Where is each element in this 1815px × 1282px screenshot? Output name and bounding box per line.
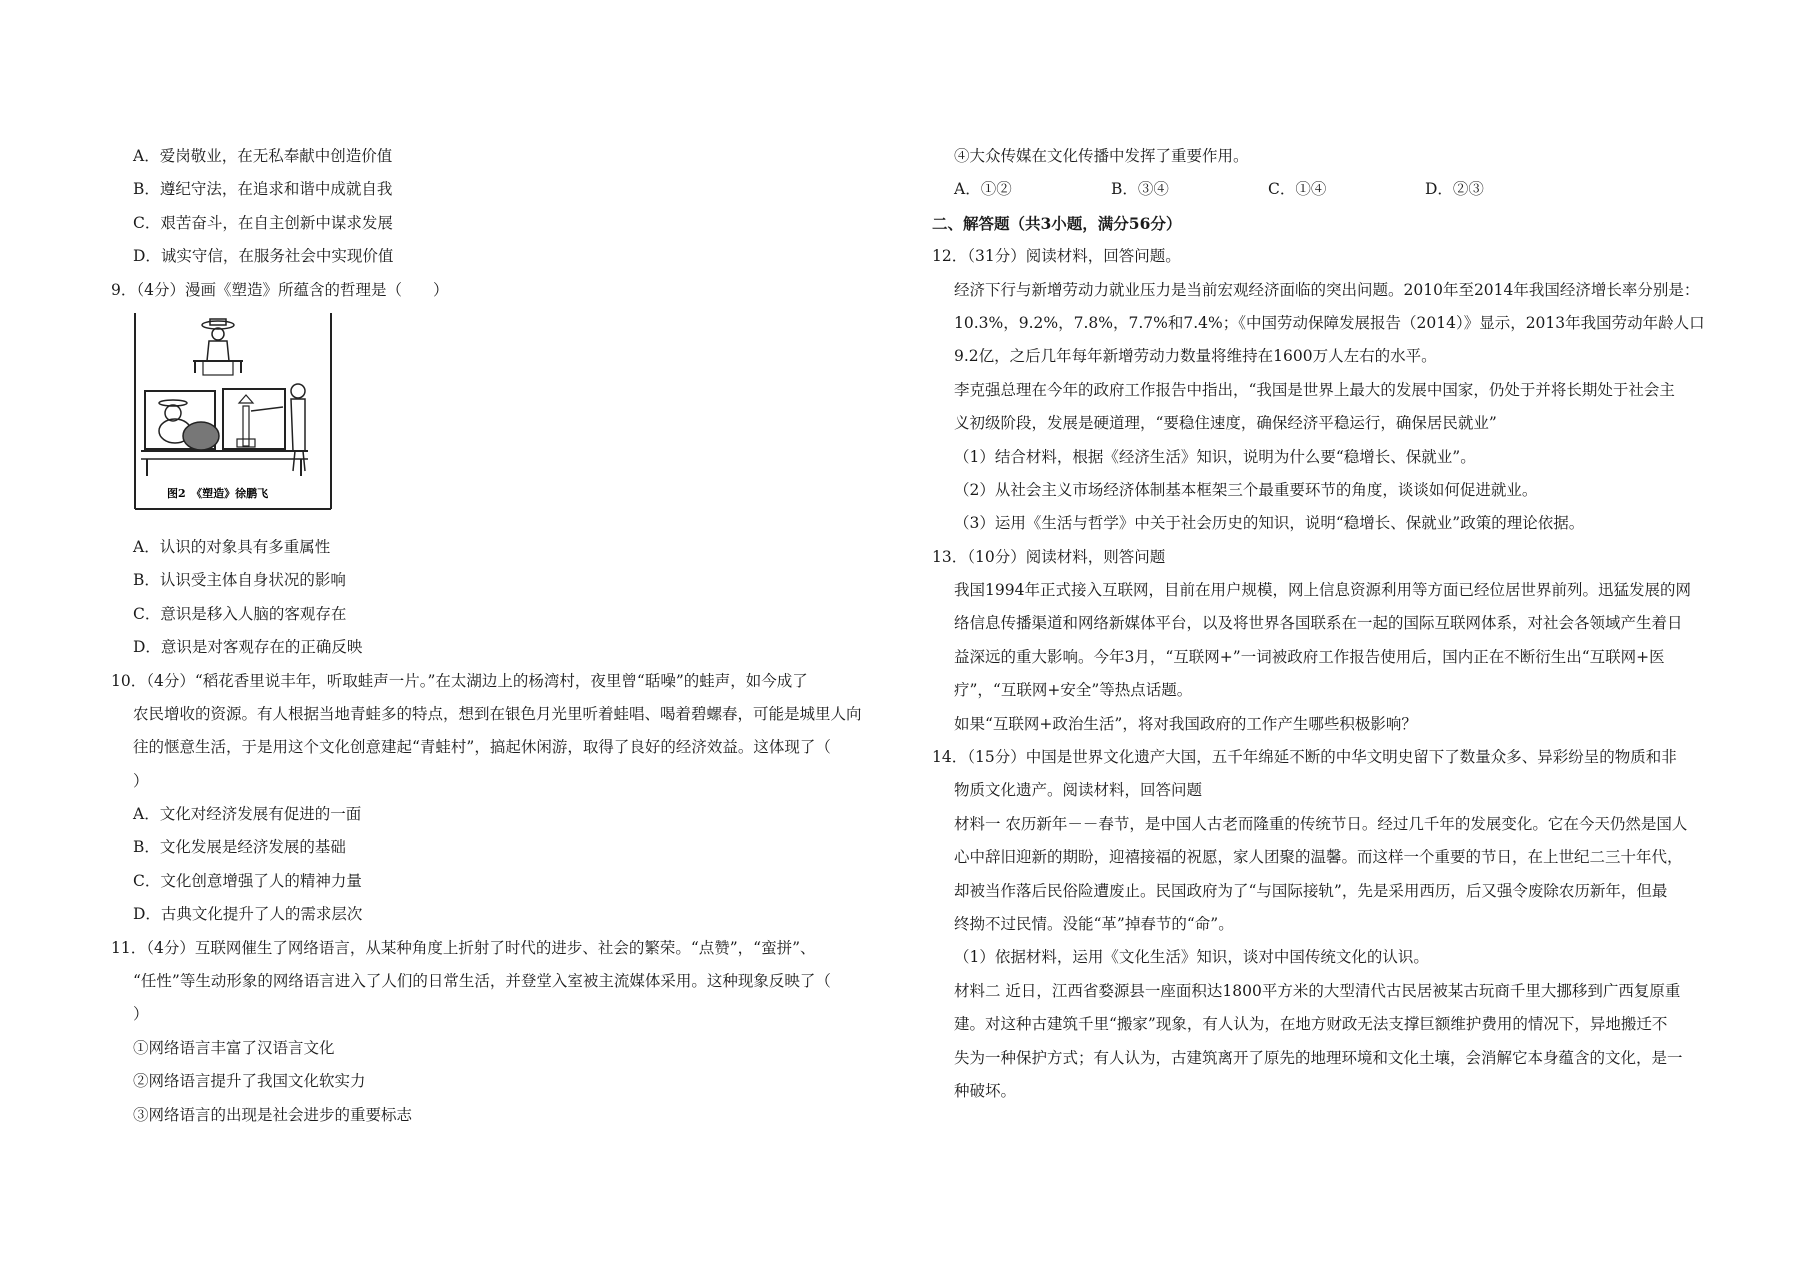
q9-option-a: A．认识的对象具有多重属性 (133, 537, 331, 556)
q11-option-a: A．①② (954, 180, 1012, 199)
q11-item-4: ④大众传媒在文化传播中发挥了重要作用。 (954, 147, 1249, 165)
q8-option-b: B．遵纪守法，在追求和谐中成就自我 (133, 180, 393, 199)
q9-option-b: B．认识受主体自身状况的影响 (133, 571, 346, 590)
q11-stem-line: 11．（4分）互联网催生了网络语言，从某种角度上折射了时代的进步、社会的繁荣。“点赞”，“蛮拼”、 (111, 938, 816, 957)
q8-option-c: C．艰苦奋斗，在自主创新中谋求发展 (133, 213, 393, 232)
q8-option-d: D．诚实守信，在服务社会中实现价值 (133, 247, 394, 266)
q11-item-1: ①网络语言丰富了汉语言文化 (133, 1038, 335, 1057)
q13-question: 如果“互联网+政治生活”，将对我国政府的工作产生哪些积极影响？ (954, 714, 1417, 733)
q9-option-d: D．意识是对客观存在的正确反映 (133, 638, 363, 657)
q10-stem-line: 往的惬意生活，于是用这个文化创意建起“青蛙村”，搞起休闲游，取得了良好的经济效益。这体现了（ (133, 738, 831, 757)
q10-option-c: C．文化创意增强了人的精神力量 (133, 871, 362, 890)
q12-question-1: （1）结合材料，根据《经济生活》知识，说明为什么要“稳增长、保就业”。 (954, 447, 1476, 466)
q14-material2-line: 材料二 近日，江西省婺源县一座面积达1800平方米的大型清代古民居被某古玩商千里大挪移到广西复原重 (954, 981, 1681, 1000)
figure-caption: 图2 《塑造》徐鹏飞 (167, 486, 269, 500)
q14-head-line: 物质文化遗产。阅读材料，回答问题 (954, 781, 1203, 800)
q10-stem-line: 农民增收的资源。有人根据当地青蛙多的特点，想到在银色月光里听着蛙唱、喝着碧螺春，可能是城里人向 (133, 704, 862, 723)
q9-stem: 9．（4分）漫画《塑造》所蕴含的哲理是（ ） (111, 280, 449, 299)
q13-material-line: 益深远的重大影响。今年3月，“互联网+”一词被政府工作报告使用后，国内正在不断衍生出“互联网+医 (954, 647, 1665, 666)
q14-material2-line: 种破坏。 (954, 1081, 1017, 1100)
q11-stem-line: “任性”等生动形象的网络语言进入了人们的日常生活，并登堂入室被主流媒体采用。这种现象反映了（ (133, 972, 831, 991)
q11-option-d: D．②③ (1425, 180, 1484, 199)
q14-material1-line: 终拗不过民情。没能“革”掉春节的“命”。 (954, 914, 1234, 933)
q14-material1-line: 却被当作落后民俗险遭废止。民国政府为了“与国际接轨”，先是采用西历，后又强令废除农历新年，但最 (954, 881, 1668, 900)
q14-head-line: 14．（15分）中国是世界文化遗产大国，五千年绵延不断的中华文明史留下了数量众多、异彩纷呈的物质和非 (932, 748, 1677, 767)
q10-option-a: A．文化对经济发展有促进的一面 (133, 805, 362, 824)
q13-material-line: 疗”，“互联网+安全”等热点话题。 (954, 681, 1193, 700)
q10-option-b: B．文化发展是经济发展的基础 (133, 838, 346, 857)
q12-head: 12．（31分）阅读材料，回答问题。 (932, 247, 1181, 266)
q8-option-a: A．爱岗敬业，在无私奉献中创造价值 (133, 147, 393, 165)
q10-stem-line: 10．（4分）“稻花香里说丰年，听取蛙声一片。”在太湖边上的杨湾村，夜里曾“聒噪”的蛙声，如今成了 (111, 671, 808, 690)
q12-question-3: （3）运用《生活与哲学》中关于社会历史的知识，说明“稳增长、保就业”政策的理论依据。 (954, 514, 1585, 533)
q11-option-b: B．③④ (1111, 180, 1169, 199)
q11-option-c: C．①④ (1268, 180, 1327, 199)
section-2-title: 二、解答题（共3小题，满分56分） (932, 213, 1182, 233)
q12-material-line: 10.3%，9.2%，7.8%，7.7%和7.4%；《中国劳动保障发展报告（2014）》显示，2013年我国劳动年龄人口 (954, 313, 1705, 332)
q10-stem-line: ） (133, 771, 149, 790)
q13-material-line: 络信息传播渠道和网络新媒体平台，以及将世界各国联系在一起的国际互联网体系，对社会各领域产生着日 (954, 614, 1683, 633)
cartoon-illustration (133, 311, 333, 511)
q12-material-line: 经济下行与新增劳动力就业压力是当前宏观经济面临的突出问题。2010年至2014年我国经济增长率分别是： (954, 280, 1700, 299)
q12-material-line: 9.2亿，之后几年每年新增劳动力数量将维持在1600万人左右的水平。 (954, 347, 1437, 366)
q14-material1-line: 材料一 农历新年－－春节，是中国人古老而隆重的传统节日。经过几千年的发展变化。它在今天仍然是国人 (954, 814, 1688, 833)
q12-material-line: 李克强总理在今年的政府工作报告中指出，“我国是世界上最大的发展中国家，仍处于并将长期处于社会主 (954, 380, 1675, 399)
right-column (932, 140, 1722, 1108)
q11-item-2: ②网络语言提升了我国文化软实力 (133, 1072, 366, 1091)
q11-item-3: ③网络语言的出现是社会进步的重要标志 (133, 1105, 413, 1124)
q14-question-1: （1）依据材料，运用《文化生活》知识，谈对中国传统文化的认识。 (954, 948, 1429, 967)
left-column (111, 140, 901, 1132)
q9-cartoon-figure (133, 311, 333, 511)
q14-material1-line: 心中辞旧迎新的期盼，迎禧接福的祝愿，家人团聚的温馨。而这样一个重要的节日，在上世纪二三十年代， (954, 848, 1683, 867)
q10-option-d: D．古典文化提升了人的需求层次 (133, 905, 363, 924)
q14-material2-line: 建。对这种古建筑千里“搬家”现象，有人认为，在地方财政无法支撑巨额维护费用的情况下，异地搬迁不 (954, 1015, 1668, 1034)
q11-options (932, 173, 1722, 206)
q14-material2-line: 失为一种保护方式；有人认为，古建筑离开了原先的地理环境和文化土壤，会消解它本身蕴含的文化，是一 (954, 1048, 1683, 1067)
q12-material-line: 义初级阶段，发展是硬道理，“要稳住速度，确保经济平稳运行，确保居民就业” (954, 414, 1497, 433)
q13-head: 13．（10分）阅读材料，则答问题 (932, 547, 1166, 566)
q11-stem-line: ） (133, 1005, 149, 1024)
q9-option-c: C．意识是移入人脑的客观存在 (133, 604, 347, 623)
q13-material-line: 我国1994年正式接入互联网，目前在用户规模，网上信息资源利用等方面已经位居世界前列。迅猛发展的网 (954, 581, 1691, 600)
q12-question-2: （2）从社会主义市场经济体制基本框架三个最重要环节的角度，谈谈如何促进就业。 (954, 480, 1538, 499)
